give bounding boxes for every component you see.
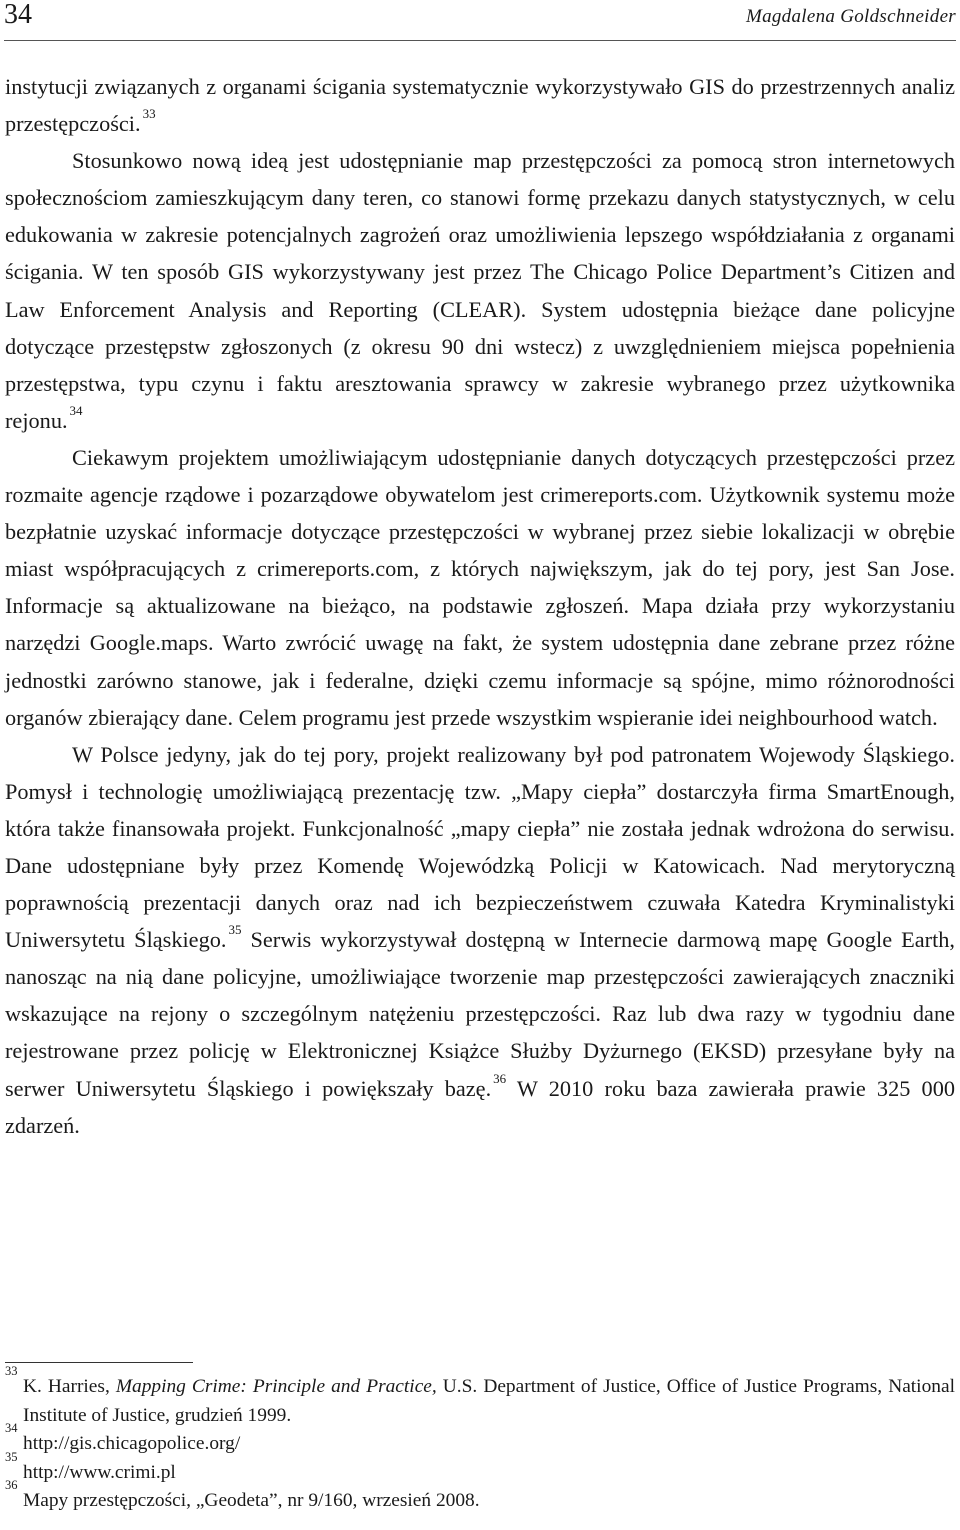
footnote-33-title: Mapping Crime: Principle and Practice, (115, 1376, 437, 1397)
footnote-36-text: Mapy przestępczości, „Geodeta”, nr 9/160, wrzesień 2008. (23, 1490, 480, 1512)
footnote-number: 36 (5, 1478, 18, 1493)
paragraph-1 (5, 68, 955, 142)
footnotes (5, 1364, 955, 1516)
footnote-separator (5, 1362, 193, 1363)
running-header (4, 0, 956, 41)
footnote-ref-36: 36 (493, 1070, 507, 1086)
body-text (5, 68, 955, 1144)
paragraph-4-text-c: W 2010 roku baza zawierała prawie 325 000 zdarzeń. (5, 1075, 955, 1138)
footnote-number: 35 (5, 1449, 18, 1464)
footnote-number: 33 (5, 1364, 18, 1378)
paragraph-1-text: instytucji związanych z organami ścigania systematycznie wykorzystywało GIS do przestrzennych analiz przestępczości. (5, 74, 955, 137)
footnote-33-publisher: U.S. Department of Justice, Office of Justice Programs, National Institute of Justice, grudzień 1999. (23, 1376, 955, 1426)
paragraph-2 (5, 142, 955, 439)
page-number: 34 (4, 0, 32, 30)
footnote-35 (5, 1449, 955, 1488)
footnote-34-link[interactable]: http://gis.chicagopolice.org/ (23, 1433, 241, 1455)
footnote-ref-34: 34 (69, 402, 83, 418)
footnote-number: 34 (5, 1421, 18, 1436)
paragraph-3 (5, 439, 955, 736)
footnote-34 (5, 1421, 955, 1459)
paragraph-4-text-a: W Polsce jedyny, jak do tej pory, projekt realizowany był pod patronatem Wojewody Śląskiego. Pomysł i technologię umożliwiającą prezentację tzw. „Mapy ciepła” dostarczyła firma SmartEnough, która także finansowała projekt. Funkcjonalność „mapy ciepła” nie została jednak wdrożona do serwisu. Dane udostępniane były przez Komendę Wojewódzką Policji w Katowicach. Nad merytoryczną poprawnością prezentacji danych oraz nad ich bezpieczeństwem czuwała Katedra Kryminalistyki Uniwersytetu Śląskiego. (5, 741, 955, 953)
footnote-35-link[interactable]: http://www.crimi.pl (23, 1461, 176, 1483)
footnote-33 (5, 1364, 955, 1430)
paragraph-4-text-b: Serwis wykorzystywał dostępną w Internecie darmową mapę Google Earth, nanosząc na nią dane policyjne, umożliwiające tworzenie map przestępczości zawierających znaczniki wskazujące na rejony o szczególnym natężeniu przestępczości. Raz lub dwa razy w tygodniu dane rejestrowane przez policję w Elektronicznej Książce Służby Dyżurnego (EKSD) przesyłane były na serwer Uniwersytetu Śląskiego i powiększały bazę. (5, 927, 955, 1101)
footnote-ref-33: 33 (142, 106, 156, 122)
running-header-author: Magdalena Goldschneider (745, 6, 956, 27)
footnote-33-author: K. Harries, (23, 1376, 110, 1397)
footnote-36 (5, 1478, 955, 1516)
paragraph-4 (5, 736, 955, 1144)
footnote-ref-35: 35 (228, 922, 242, 938)
paragraph-3-text: Ciekawym projektem umożliwiającym udostępnianie danych dotyczących przestępczości przez rozmaite agencje rządowe i pozarządowe obywatelom jest crimereports.com. Użytkownik systemu może bezpłatnie uzyskać informacje dotyczące przestępczości w wybranej przez siebie lokalizacji w obrębie miast współpracujących z crimereports.com, z których największym, jak do tej pory, jest San Jose. Informacje są aktualizowane na bieżąco, na podstawie zgłoszeń. Mapa działa przy wykorzystaniu narzędzi Google.maps. Warto zwrócić uwagę na fakt, że system udostępnia dane zebrane przez różne jednostki zarówno stanowe, jak i federalne, dzięki czemu informacje są spójne, mimo różnorodności organów zbierający dane. Celem programu jest przede wszystkim wspieranie idei neighbourhood watch. (5, 444, 955, 730)
paragraph-2-text: Stosunkowo nową ideą jest udostępnianie map przestępczości za pomocą stron internetowych społecznościom zamieszkującym dany teren, co stanowi formę przekazu danych statystycznych, w celu edukowania w zakresie potencjalnych zagrożeń oraz umożliwienia lepszego współdziałania z organami ścigania. W ten sposób GIS wykorzystywany jest przez The Chicago Police Department’s Citizen and Law Enforcement Analysis and Reporting (CLEAR). System udostępnia bieżące dane policyjne dotyczące przestępstw zgłoszonych (z okresu 90 dni wstecz) z uwzględnieniem miejsca popełnienia przestępstwa, typu czynu i faktu aresztowania sprawcy w zakresie wybranego przez użytkownika rejonu. (5, 148, 955, 433)
